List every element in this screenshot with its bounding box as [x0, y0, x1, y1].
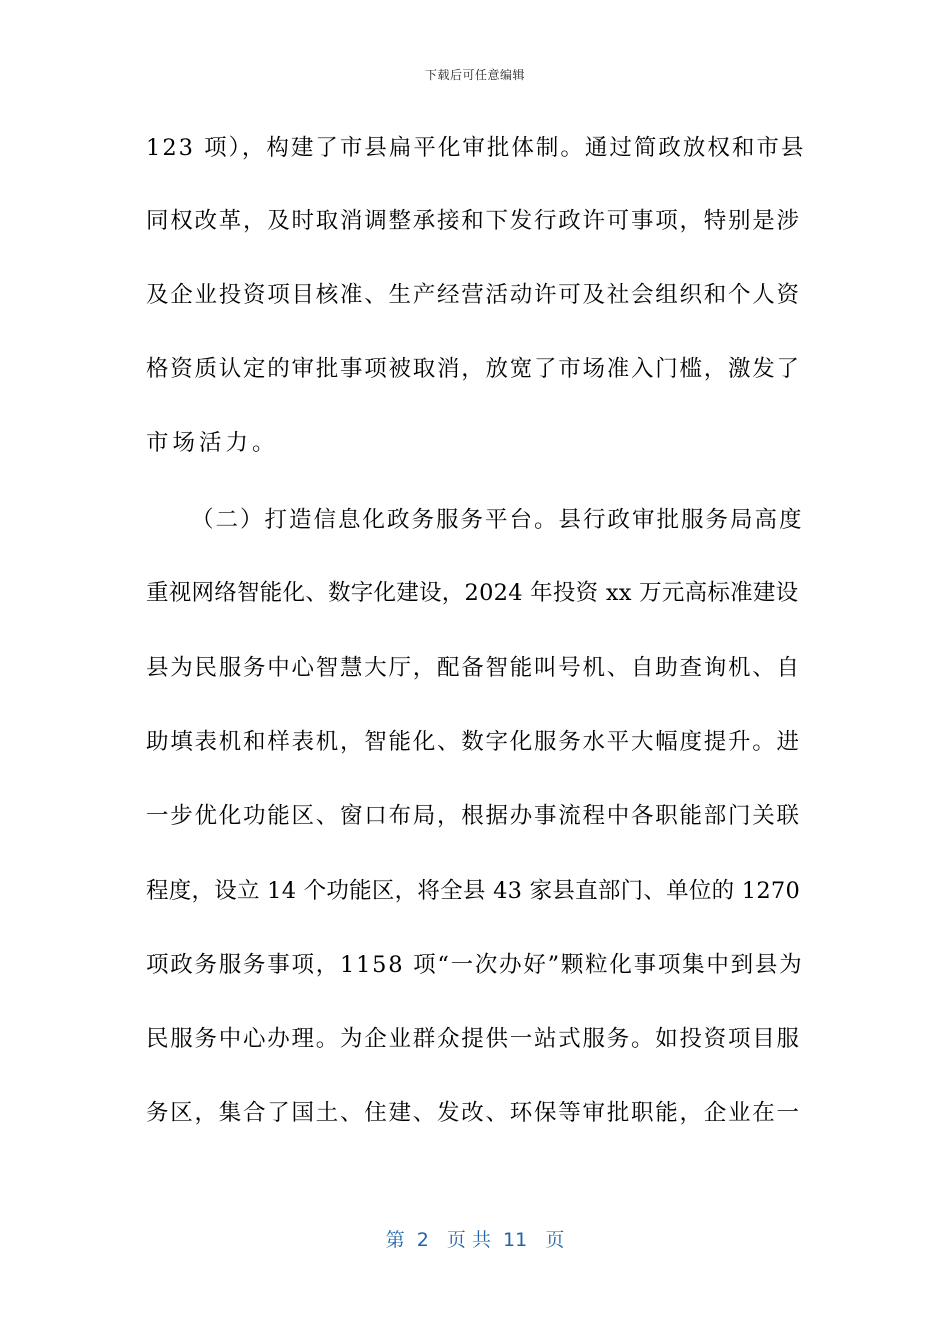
- body-line: 及企业投资项目核准、生产经营活动许可及社会组织和个人资: [146, 282, 801, 308]
- body-line: 民服务中心办理。为企业群众提供一站式服务。如投资项目服: [146, 1026, 801, 1052]
- paragraph-heading-line: （二）打造信息化政务服务平台。县行政审批服务局高度: [191, 507, 804, 533]
- page-number-footer: 第 2 页 共 11 页: [385, 1229, 565, 1251]
- body-line: 务区，集合了国土、住建、发改、环保等审批职能，企业在一: [146, 1100, 801, 1126]
- body-line: 123 项），构建了市县扁平化审批体制。通过简政放权和市县: [146, 135, 806, 161]
- body-line: 市场活力。: [146, 430, 279, 456]
- body-line: 项政务服务事项，1158 项“一次办好”颗粒化事项集中到县为: [146, 952, 804, 978]
- body-line: 助填表机和样表机，智能化、数字化服务水平大幅度提升。进: [146, 729, 801, 755]
- body-line: 格资质认定的审批事项被取消，放宽了市场准入门槛，激发了: [146, 356, 801, 382]
- body-line: 同权改革，及时取消调整承接和下发行政许可事项，特别是涉: [146, 208, 801, 234]
- body-line: 程度，设立 14 个功能区，将全县 43 家县直部门、单位的 1270: [146, 878, 801, 904]
- body-line: 重视网络智能化、数字化建设，2024 年投资 xx 万元高标准建设: [146, 580, 799, 606]
- body-line: 一步优化功能区、窗口布局，根据办事流程中各职能部门关联: [146, 803, 801, 829]
- header-note: 下载后可任意编辑: [424, 68, 525, 82]
- body-line: 县为民服务中心智慧大厅，配备智能叫号机、自助查询机、自: [146, 655, 801, 681]
